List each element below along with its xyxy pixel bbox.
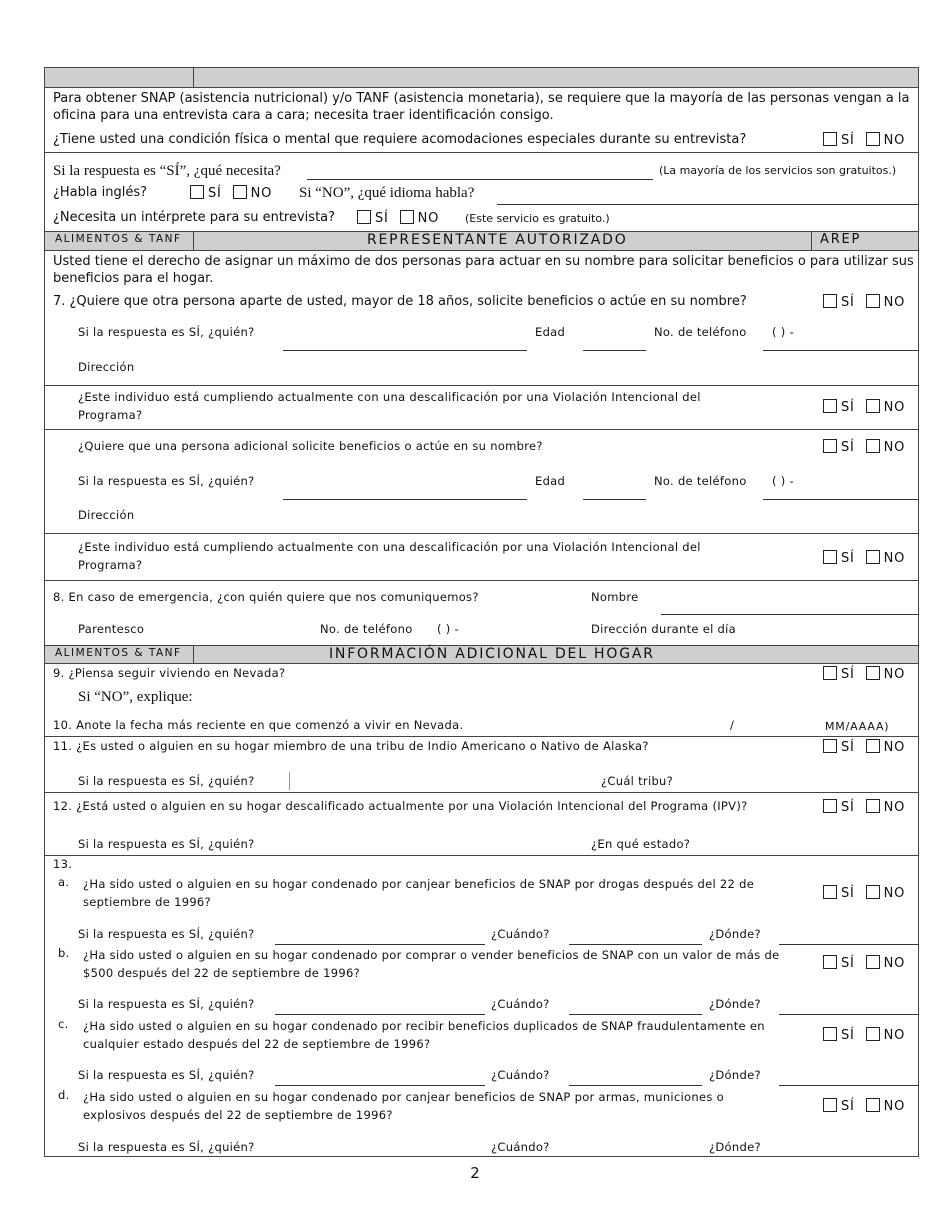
q-condition-label: ¿Tiene usted una condición física o mental que requiere acomodaciones especiales durante su entrevista?: [53, 132, 747, 147]
q-language-field[interactable]: [497, 204, 918, 205]
rep1-ipv-label: ¿Este individuo está cumpliendo actualmente con una descalificación por una Violación Intencional del Programa?: [78, 390, 701, 422]
q11-who-label: Si la respuesta es SÍ, ¿quién?: [78, 774, 255, 788]
q13a-who-field[interactable]: [275, 944, 485, 945]
rep2-ipv-no-checkbox[interactable]: [866, 550, 880, 564]
q-language-label: Si “NO”, ¿qué idioma habla?: [299, 185, 475, 201]
application-form: [44, 67, 919, 1157]
q-additional-no-checkbox[interactable]: [866, 439, 880, 453]
q13a-where-label: ¿Dónde?: [709, 927, 761, 941]
q-condition-no-checkbox[interactable]: [866, 132, 880, 146]
q12-label: 12. ¿Está usted o alguien en su hogar descalificado actualmente por una Violación Intencional del Programa (IPV)?: [53, 799, 748, 813]
q8-name-field[interactable]: [661, 614, 918, 615]
q13c-when-label: ¿Cuándo?: [491, 1068, 550, 1082]
rep1-ipv-no-checkbox[interactable]: [866, 399, 880, 413]
q13a-no-checkbox[interactable]: [866, 885, 880, 899]
q13a-yes-checkbox[interactable]: [823, 885, 837, 899]
rep1-phone-label: No. de teléfono: [654, 325, 747, 339]
band-household-info: [45, 645, 918, 664]
q13a-who-label: Si la respuesta es SÍ, ¿quién?: [78, 927, 255, 941]
q9-label: 9. ¿Piensa seguir viviendo en Nevada?: [53, 666, 286, 680]
rep1-phone-format: ( ) -: [772, 325, 794, 339]
q9-no-checkbox[interactable]: [866, 666, 880, 680]
q11-yes-checkbox[interactable]: [823, 739, 837, 753]
band-auth-left: ALIMENTOS & TANF: [55, 233, 182, 245]
rep1-age-field[interactable]: [583, 350, 646, 351]
q7-yes-checkbox[interactable]: [823, 294, 837, 308]
rep2-phone-format: ( ) -: [772, 474, 794, 488]
q13a-letter: a.: [58, 875, 70, 889]
q13a-yes-no: SÍ NO: [823, 885, 905, 901]
rep1-who-label: Si la respuesta es SÍ, ¿quién?: [78, 325, 255, 339]
q13d-where-label: ¿Dónde?: [709, 1140, 761, 1154]
q13b-no-checkbox[interactable]: [866, 955, 880, 969]
rep2-phone-label: No. de teléfono: [654, 474, 747, 488]
q12-who-label: Si la respuesta es SÍ, ¿quién?: [78, 837, 255, 851]
q13d-letter: d.: [58, 1088, 70, 1102]
q8-relation-label: Parentesco: [78, 622, 145, 636]
q7-label: 7. ¿Quiere que otra persona aparte de usted, mayor de 18 años, solicite beneficios o actúe en su nombre?: [53, 294, 747, 309]
band-auth-title: REPRESENTANTE AUTORIZADO: [367, 232, 628, 248]
q13b-who-label: Si la respuesta es SÍ, ¿quién?: [78, 997, 255, 1011]
q-need-field[interactable]: [307, 179, 653, 180]
q13b-when-field[interactable]: [569, 1014, 702, 1015]
q11-yes-no: SÍ NO: [823, 739, 905, 755]
q12-yes-no: SÍ NO: [823, 799, 905, 815]
q13c-text: ¿Ha sido usted o alguien en su hogar condenado por recibir beneficios duplicados de SNAP fraudulentamente en cualquier estado después del 22 de septiembre de 1996?: [83, 1019, 765, 1051]
q13b-who-field[interactable]: [275, 1014, 485, 1015]
q-english-label: ¿Habla inglés?: [53, 185, 147, 200]
q7-no-checkbox[interactable]: [866, 294, 880, 308]
q10-slash: /: [730, 718, 735, 732]
q13b-text: ¿Ha sido usted o alguien en su hogar condenado por comprar o vender beneficios de SNAP con un valor de más de $500 después del 22 de septiembre de 1996?: [83, 948, 780, 980]
band-authorized-representative: [45, 231, 918, 251]
q11-no-checkbox[interactable]: [866, 739, 880, 753]
note-free-services: (La mayoría de los servicios son gratuitos.): [659, 164, 897, 177]
q13a-text: ¿Ha sido usted o alguien en su hogar condenado por canjear beneficios de SNAP por drogas después del 22 de septiembre de 1996?: [83, 877, 755, 909]
page-number: 2: [470, 1164, 480, 1182]
rep1-ipv-yes-no: SÍ NO: [823, 399, 905, 415]
q10-label: 10. Anote la fecha más reciente en que comenzó a vivir en Nevada.: [53, 718, 464, 732]
q-interpreter-no-checkbox[interactable]: [400, 210, 414, 224]
rep1-who-field[interactable]: [283, 350, 527, 351]
rep1-age-label: Edad: [535, 325, 566, 339]
q12-state-label: ¿En qué estado?: [591, 837, 691, 851]
q12-yes-checkbox[interactable]: [823, 799, 837, 813]
q-additional-label: ¿Quiere que una persona adicional solicite beneficios o actúe en su nombre?: [78, 439, 543, 453]
rep2-who-label: Si la respuesta es SÍ, ¿quién?: [78, 474, 255, 488]
q9-yes-checkbox[interactable]: [823, 666, 837, 680]
q8-name-label: Nombre: [591, 590, 639, 604]
rep2-age-field[interactable]: [583, 499, 646, 500]
q13d-yes-no: SÍ NO: [823, 1098, 905, 1114]
intro-paragraph: Para obtener SNAP (asistencia nutricional) y/o TANF (asistencia monetaria), se requiere que la mayoría de las personas vengan a la oficina para una entrevista cara a cara; necesita traer identificación consigo.: [53, 91, 910, 123]
q13c-when-field[interactable]: [569, 1085, 702, 1086]
q13b-where-label: ¿Dónde?: [709, 997, 761, 1011]
q-condition-yes-checkbox[interactable]: [823, 132, 837, 146]
rep2-ipv-yes-no: SÍ NO: [823, 550, 905, 566]
note-interpreter-free: (Este servicio es gratuito.): [465, 212, 610, 225]
q13d-text: ¿Ha sido usted o alguien en su hogar condenado por canjear beneficios de SNAP por armas, municiones o explosivos después del 22 de septiembre de 1996?: [83, 1090, 724, 1122]
q13c-no-checkbox[interactable]: [866, 1027, 880, 1041]
q13c-yes-checkbox[interactable]: [823, 1027, 837, 1041]
q13d-yes-checkbox[interactable]: [823, 1098, 837, 1112]
q13-label: 13.: [53, 857, 73, 871]
rep1-ipv-yes-checkbox[interactable]: [823, 399, 837, 413]
header-band: [45, 68, 918, 88]
q-additional-yes-checkbox[interactable]: [823, 439, 837, 453]
q13b-yes-no: SÍ NO: [823, 955, 905, 971]
rep1-address-label: Dirección: [78, 360, 135, 374]
q13a-when-field[interactable]: [569, 944, 702, 945]
rep2-who-field[interactable]: [283, 499, 527, 500]
q-condition-yes-no: SÍ NO: [823, 132, 905, 148]
q-english-no-checkbox[interactable]: [233, 185, 247, 199]
q13c-who-field[interactable]: [275, 1085, 485, 1086]
q13b-yes-checkbox[interactable]: [823, 955, 837, 969]
q13c-yes-no: SÍ NO: [823, 1027, 905, 1043]
q8-phone-format: ( ) -: [437, 622, 459, 636]
q13c-letter: c.: [58, 1017, 69, 1031]
q11-label: 11. ¿Es usted o alguien en su hogar miembro de una tribu de Indio Americano o Nativo de Alaska?: [53, 739, 649, 753]
q-need-label: Si la respuesta es “SÍ”, ¿qué necesita?: [53, 163, 281, 179]
q13b-letter: b.: [58, 946, 70, 960]
rep2-ipv-yes-checkbox[interactable]: [823, 550, 837, 564]
q8-day-address-label: Dirección durante el día: [591, 622, 736, 636]
q9-yes-no: SÍ NO: [823, 666, 905, 682]
q-english-yes-no: SÍ NO: [190, 185, 272, 201]
rep2-ipv-label: ¿Este individuo está cumpliendo actualmente con una descalificación por una Violación Intencional del Programa?: [78, 540, 701, 572]
rep2-phone-field[interactable]: [763, 499, 918, 500]
auth-paragraph: Usted tiene el derecho de asignar un máximo de dos personas para actuar en su nombre para solicitar beneficios o para utilizar sus beneficios para el hogar.: [53, 254, 914, 286]
rep2-address-label: Dirección: [78, 508, 135, 522]
q8-phone-label: No. de teléfono: [320, 622, 413, 636]
q8-label: 8. En caso de emergencia, ¿con quién quiere que nos comuniquemos?: [53, 590, 479, 604]
q10-format: MM/AAAA): [825, 720, 890, 733]
q7-yes-no: SÍ NO: [823, 294, 905, 310]
q-interpreter-label: ¿Necesita un intérprete para su entrevista?: [53, 210, 336, 225]
q13a-where-field[interactable]: [779, 944, 918, 945]
q13a-when-label: ¿Cuándo?: [491, 927, 550, 941]
q13b-where-field[interactable]: [779, 1014, 918, 1015]
q-additional-yes-no: SÍ NO: [823, 439, 905, 455]
q11-tribe-label: ¿Cuál tribu?: [601, 774, 674, 788]
q-interpreter-yes-no: SÍ NO: [357, 210, 439, 226]
q13d-no-checkbox[interactable]: [866, 1098, 880, 1112]
q13d-when-label: ¿Cuándo?: [491, 1140, 550, 1154]
q12-no-checkbox[interactable]: [866, 799, 880, 813]
q13c-who-label: Si la respuesta es SÍ, ¿quién?: [78, 1068, 255, 1082]
q13b-when-label: ¿Cuándo?: [491, 997, 550, 1011]
q9-explain-label: Si “NO”, explique:: [78, 689, 193, 705]
band-household-title: INFORMACIÓN ADICIONAL DEL HOGAR: [329, 646, 655, 662]
q13d-who-label: Si la respuesta es SÍ, ¿quién?: [78, 1140, 255, 1154]
q-interpreter-yes-checkbox[interactable]: [357, 210, 371, 224]
band-household-left: ALIMENTOS & TANF: [55, 647, 182, 659]
rep1-phone-field[interactable]: [763, 350, 918, 351]
q13c-where-field[interactable]: [779, 1085, 918, 1086]
band-auth-right: AREP: [820, 232, 862, 247]
rep2-age-label: Edad: [535, 474, 566, 488]
q13c-where-label: ¿Dónde?: [709, 1068, 761, 1082]
q-english-yes-checkbox[interactable]: [190, 185, 204, 199]
